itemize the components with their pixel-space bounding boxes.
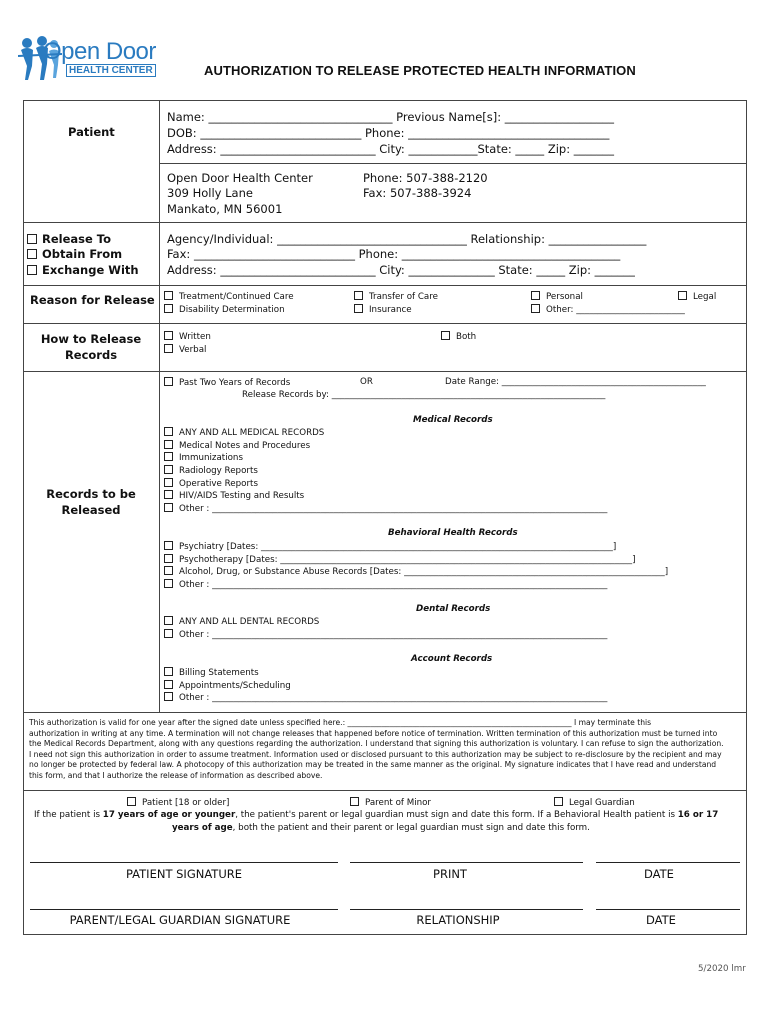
date-range-field[interactable]: Date Range: _______________________________________________ <box>445 377 706 387</box>
logo-text-line1: Open Door <box>43 38 156 65</box>
relationship-line[interactable] <box>350 909 583 910</box>
checkbox[interactable] <box>164 667 173 676</box>
how-both[interactable]: Both <box>441 331 476 342</box>
signer-parent-option[interactable]: Parent of Minor <box>350 797 431 808</box>
divider <box>23 323 747 324</box>
account-appointments[interactable]: Appointments/Scheduling <box>164 680 291 691</box>
patient-signature-line[interactable] <box>30 862 338 863</box>
center-fax: Fax: 507-388-3924 <box>363 186 472 200</box>
or-text: OR <box>360 377 373 387</box>
center-name: Open Door Health Center <box>167 171 313 185</box>
medical-other[interactable]: Other : ___________________________________________________________________________________________ <box>164 503 607 514</box>
checkbox[interactable] <box>678 291 687 300</box>
medical-notes[interactable]: Medical Notes and Procedures <box>164 440 310 451</box>
center-city: Mankato, MN 56001 <box>167 202 283 216</box>
obtain-from-checkbox[interactable] <box>27 249 37 259</box>
dental-other[interactable]: Other : ___________________________________________________________________________________________ <box>164 629 607 640</box>
label-column-divider <box>159 100 160 712</box>
how-written[interactable]: Written <box>164 331 211 342</box>
agency-row[interactable]: Agency/Individual: _________________________________ Relationship: _________________ <box>167 232 647 246</box>
reason-transfer[interactable]: Transfer of Care <box>354 291 438 302</box>
center-street: 309 Holly Lane <box>167 186 253 200</box>
reason-personal[interactable]: Personal <box>531 291 583 302</box>
how-label-line1: How to Release <box>40 332 142 346</box>
dental-any[interactable]: ANY AND ALL DENTAL RECORDS <box>164 616 319 627</box>
logo <box>18 36 158 84</box>
release-by-field[interactable]: Release Records by: _______________________________________________________________ <box>242 390 606 400</box>
checkbox[interactable] <box>164 629 173 638</box>
how-verbal[interactable]: Verbal <box>164 344 206 355</box>
checkbox[interactable] <box>164 377 173 386</box>
guardian-signature-label: PARENT/LEGAL GUARDIAN SIGNATURE <box>69 913 291 927</box>
release-to-option[interactable]: Release To <box>27 232 111 246</box>
date-label-2: DATE <box>646 913 676 927</box>
guardian-signature-line[interactable] <box>30 909 338 910</box>
account-other[interactable]: Other : ___________________________________________________________________________________________ <box>164 692 607 703</box>
account-billing[interactable]: Billing Statements <box>164 667 259 678</box>
checkbox[interactable] <box>164 440 173 449</box>
reason-insurance[interactable]: Insurance <box>354 304 412 315</box>
revision-footer: 5/2020 lmr <box>698 964 746 974</box>
checkbox[interactable] <box>354 291 363 300</box>
reason-disability[interactable]: Disability Determination <box>164 304 285 315</box>
medical-operative[interactable]: Operative Reports <box>164 478 258 489</box>
date-line-1[interactable] <box>596 862 740 863</box>
checkbox[interactable] <box>164 692 173 701</box>
form-title: AUTHORIZATION TO RELEASE PROTECTED HEALTH INFORMATION <box>204 63 636 78</box>
patient-address-row[interactable]: Address: ___________________________ City: ____________State: _____ Zip: _______ <box>167 142 614 156</box>
divider <box>159 163 747 164</box>
auth-line: I need not sign this authorization in order to assume treatment. Information used or disclosed pursuant to this authorization may be subject to re-disclosure by the recipient and may <box>29 749 722 759</box>
account-heading: Account Records <box>411 654 493 664</box>
checkbox[interactable] <box>354 304 363 313</box>
checkbox[interactable] <box>164 566 173 575</box>
checkbox[interactable] <box>164 465 173 474</box>
checkbox[interactable] <box>164 452 173 461</box>
release-to-checkbox[interactable] <box>27 234 37 244</box>
checkbox[interactable] <box>164 427 173 436</box>
obtain-from-option[interactable]: Obtain From <box>27 247 122 261</box>
divider <box>23 285 747 286</box>
divider <box>23 371 747 372</box>
divider <box>23 712 747 713</box>
medical-immunizations[interactable]: Immunizations <box>164 452 243 463</box>
print-line[interactable] <box>350 862 583 863</box>
behavioral-substance[interactable]: Alcohol, Drug, or Substance Abuse Records [Dates: ____________________________________________________________] <box>164 566 668 577</box>
patient-label: Patient <box>68 125 115 139</box>
checkbox[interactable] <box>164 579 173 588</box>
checkbox[interactable] <box>164 291 173 300</box>
past-two-years[interactable]: Past Two Years of Records <box>164 377 290 388</box>
reason-label: Reason for Release <box>30 293 155 307</box>
behavioral-psychotherapy[interactable]: Psychotherapy [Dates: _________________________________________________________________________________] <box>164 554 636 565</box>
auth-line: the Medical Records Department, along with any questions regarding the authorization. I understand that signing this authorization is voluntary. I can refuse to sign the authorization. <box>29 739 724 749</box>
reason-treatment[interactable]: Treatment/Continued Care <box>164 291 294 302</box>
reason-other[interactable]: Other: _________________________ <box>531 304 685 315</box>
auth-line: this form, and that I authorize the release of information as described above. <box>29 770 323 780</box>
patient-name-row[interactable]: Name: ________________________________ Previous Name[s]: ___________________ <box>167 110 615 124</box>
relationship-label: RELATIONSHIP <box>416 913 500 927</box>
exchange-with-option[interactable]: Exchange With <box>27 263 139 277</box>
dental-heading: Dental Records <box>416 604 491 614</box>
records-label-line2: Released <box>61 503 121 517</box>
center-phone: Phone: 507-388-2120 <box>363 171 488 185</box>
checkbox[interactable] <box>127 797 136 806</box>
signer-rule-line2: years of age, both the patient and their parent or legal guardian must sign and date this form. <box>172 823 590 833</box>
checkbox[interactable] <box>164 680 173 689</box>
authorization-paragraph <box>29 718 741 782</box>
signer-guardian-option[interactable]: Legal Guardian <box>554 797 635 808</box>
agency-address-row[interactable]: Address: ___________________________ City: _______________ State: _____ Zip: _______ <box>167 263 635 277</box>
medical-radiology[interactable]: Radiology Reports <box>164 465 258 476</box>
checkbox[interactable] <box>554 797 563 806</box>
checkbox[interactable] <box>531 304 540 313</box>
behavioral-psychiatry[interactable]: Psychiatry [Dates: _________________________________________________________________________________] <box>164 541 616 552</box>
checkbox[interactable] <box>164 331 173 340</box>
checkbox[interactable] <box>164 304 173 313</box>
divider <box>23 790 747 791</box>
behavioral-heading: Behavioral Health Records <box>388 528 518 538</box>
divider <box>23 222 747 223</box>
medical-hiv[interactable]: HIV/AIDS Testing and Results <box>164 490 304 501</box>
records-label-line1: Records to be <box>46 487 136 501</box>
checkbox[interactable] <box>164 616 173 625</box>
checkbox[interactable] <box>164 503 173 512</box>
patient-signature-label: PATIENT SIGNATURE <box>125 867 243 881</box>
checkbox[interactable] <box>441 331 450 340</box>
exchange-with-checkbox[interactable] <box>27 265 37 275</box>
patient-dob-row[interactable]: DOB: ____________________________ Phone: ___________________________________ <box>167 126 610 140</box>
signer-patient-option[interactable]: Patient [18 or older] <box>127 797 229 808</box>
checkbox[interactable] <box>531 291 540 300</box>
checkbox[interactable] <box>164 554 173 563</box>
auth-line: authorization in writing at any time. A termination will not change releases that happened before notice of termination. Written termination of this authorization must be turned into <box>29 728 718 738</box>
auth-line: no longer be protected by federal law. A photocopy of this authorization may be treated in the same manner as the original. My signature indicates that I have read and understand <box>29 760 717 770</box>
checkbox[interactable] <box>164 541 173 550</box>
reason-legal[interactable]: Legal <box>678 291 716 302</box>
signer-rule-line1: If the patient is 17 years of age or younger, the patient's parent or legal guardian must sign and date this form. If a Behavioral Health patient is 16 or 17 <box>34 810 719 820</box>
date-label-1: DATE <box>644 867 674 881</box>
medical-heading: Medical Records <box>413 415 493 425</box>
checkbox[interactable] <box>350 797 359 806</box>
medical-any[interactable]: ANY AND ALL MEDICAL RECORDS <box>164 427 324 438</box>
date-line-2[interactable] <box>596 909 740 910</box>
auth-line: This authorization is valid for one year after the signed date unless specified here.: ___________________________________________________________ I may terminate this <box>29 718 652 727</box>
logo-text-line2: HEALTH CENTER <box>66 64 156 77</box>
checkbox[interactable] <box>164 478 173 487</box>
checkbox[interactable] <box>164 344 173 353</box>
how-label-line2: Records <box>64 348 118 362</box>
behavioral-other[interactable]: Other : ___________________________________________________________________________________________ <box>164 579 607 590</box>
checkbox[interactable] <box>164 490 173 499</box>
agency-fax-row[interactable]: Fax: ____________________________ Phone: ______________________________________ <box>167 247 621 261</box>
print-label: PRINT <box>433 867 467 881</box>
